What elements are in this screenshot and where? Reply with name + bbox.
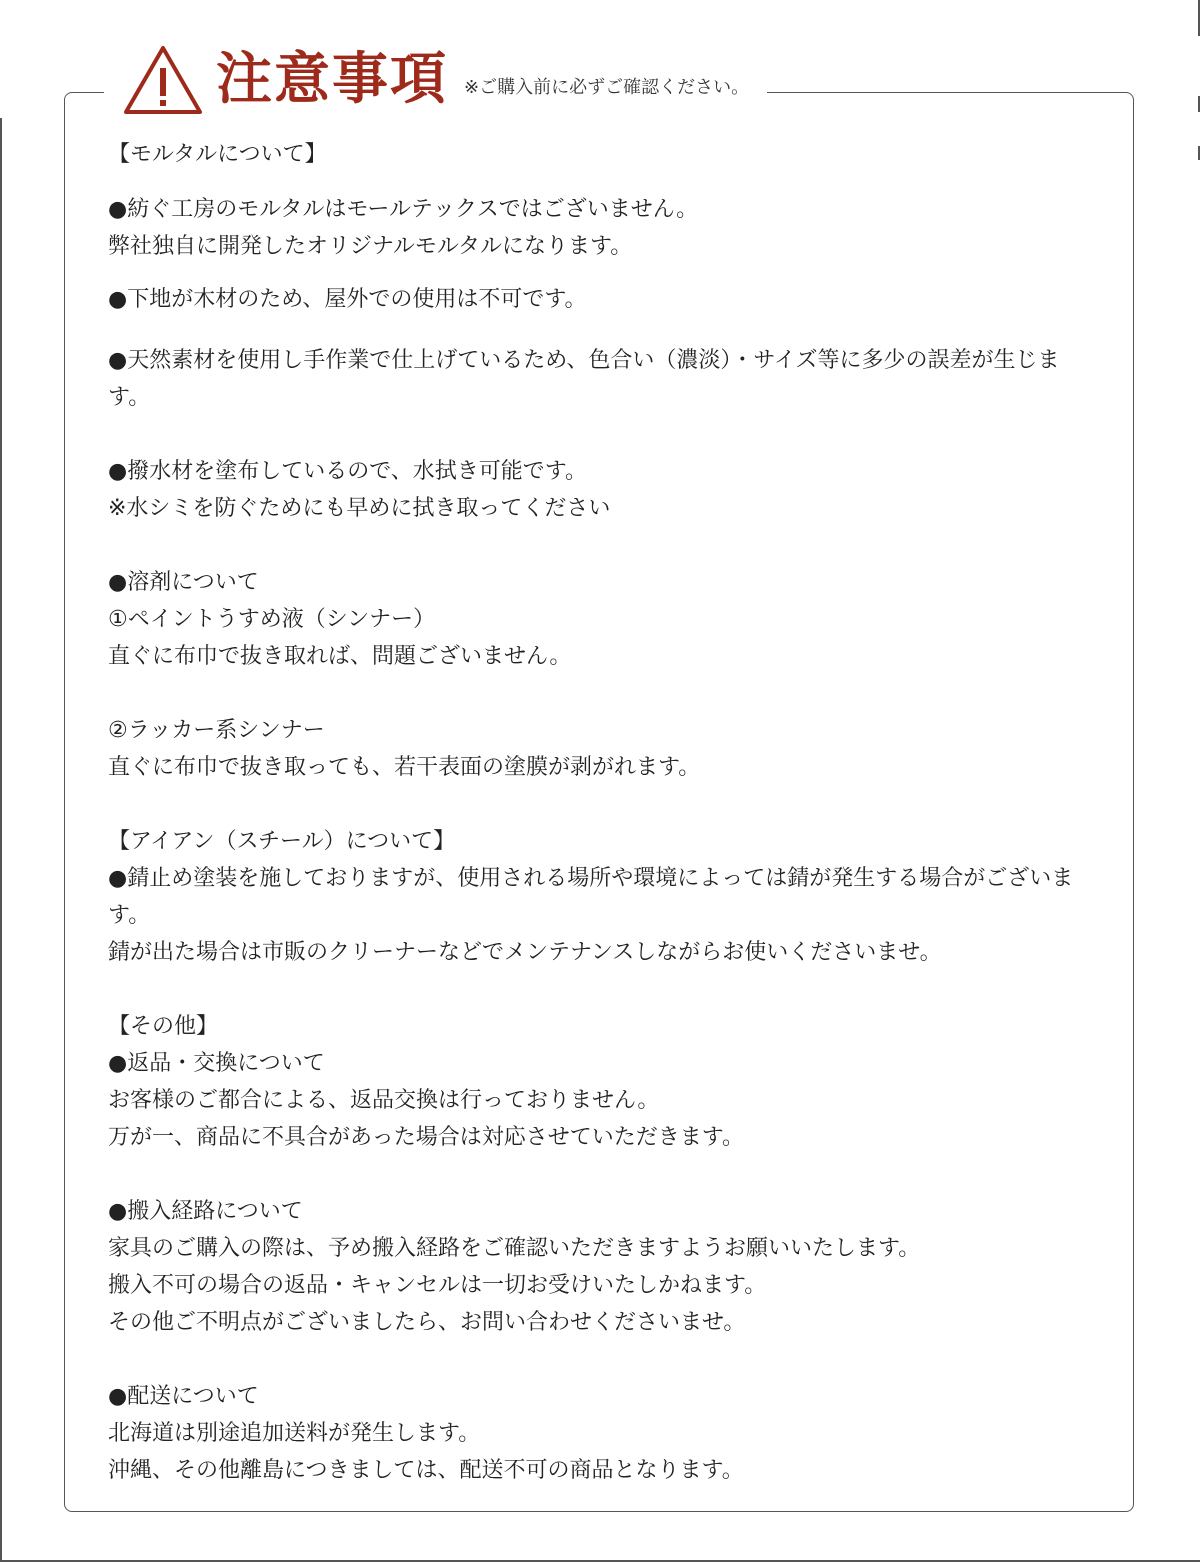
delivery-heading: ●配送について — [108, 1384, 259, 1409]
solvent-item-2: ②ラッカー系シンナー — [108, 718, 325, 743]
notice-content — [108, 136, 1098, 1489]
delivery-text-1: 北海道は別途追加送料が発生します。 — [108, 1421, 481, 1446]
solvent-item-1: ①ペイントうすめ液（シンナー） — [108, 607, 436, 632]
mortar-note-1a: ●紡ぐ工房のモルタルはモールテックスではございません。 — [108, 197, 699, 222]
mortar-note-4a: ●撥水材を塗布しているので、水拭き可能です。 — [108, 459, 587, 484]
section-heading-mortar: 【モルタルについて】 — [108, 142, 327, 167]
carry-in-text-2: 搬入不可の場合の返品・キャンセルは一切お受けいたしかねます。 — [108, 1273, 767, 1298]
mortar-note-4b: ※水シミを防ぐためにも早めに拭き取ってください — [108, 496, 611, 521]
iron-note-1: ●錆止め塗装を施しておりますが、使用される場所や環境によっては錆が発生する場合がございます。 — [108, 866, 1074, 928]
returns-heading: ●返品・交換について — [108, 1051, 325, 1076]
returns-text-2: 万が一、商品に不具合があった場合は対応させていただきます。 — [108, 1125, 745, 1150]
delivery-text-2: 沖縄、その他離島につきましては、配送不可の商品となります。 — [108, 1458, 744, 1483]
page-title: 注意事項 — [216, 47, 448, 112]
iron-note-2: 錆が出た場合は市販のクリーナーなどでメンテナンスしながらお使いくださいませ。 — [108, 940, 942, 965]
page-edge-bottom — [0, 1560, 1200, 1562]
carry-in-heading: ●搬入経路について — [108, 1199, 303, 1224]
warning-icon — [122, 44, 204, 116]
page-edge-left — [0, 118, 2, 1562]
mortar-note-1b: 弊社独自に開発したオリジナルモルタルになります。 — [108, 234, 633, 259]
mortar-note-3: ●天然素材を使用し手作業で仕上げているため、色合い（濃淡）・サイズ等に多少の誤差が生じます。 — [108, 348, 1060, 410]
solvent-heading: ●溶剤について — [108, 570, 259, 595]
carry-in-text-1: 家具のご購入の際は、予め搬入経路をご確認いただきますようお願いいたします。 — [108, 1236, 921, 1261]
solvent-item-2-text: 直ぐに布巾で抜き取っても、若干表面の塗膜が剥がれます。 — [108, 755, 701, 780]
carry-in-text-3: その他ご不明点がございましたら、お問い合わせくださいませ。 — [108, 1310, 746, 1335]
mortar-note-2: ●下地が木材のため、屋外での使用は不可です。 — [108, 287, 587, 312]
returns-text-1: お客様のご都合による、返品交換は行っておりません。 — [108, 1088, 660, 1113]
section-heading-other: 【その他】 — [108, 1014, 219, 1039]
notice-header — [104, 38, 767, 122]
page-subtitle: ※ご購入前に必ずご確認ください。 — [464, 77, 750, 98]
section-heading-iron: 【アイアン（スチール）について】 — [108, 829, 456, 854]
solvent-item-1-text: 直ぐに布巾で抜き取れば、問題ございません。 — [108, 644, 572, 669]
